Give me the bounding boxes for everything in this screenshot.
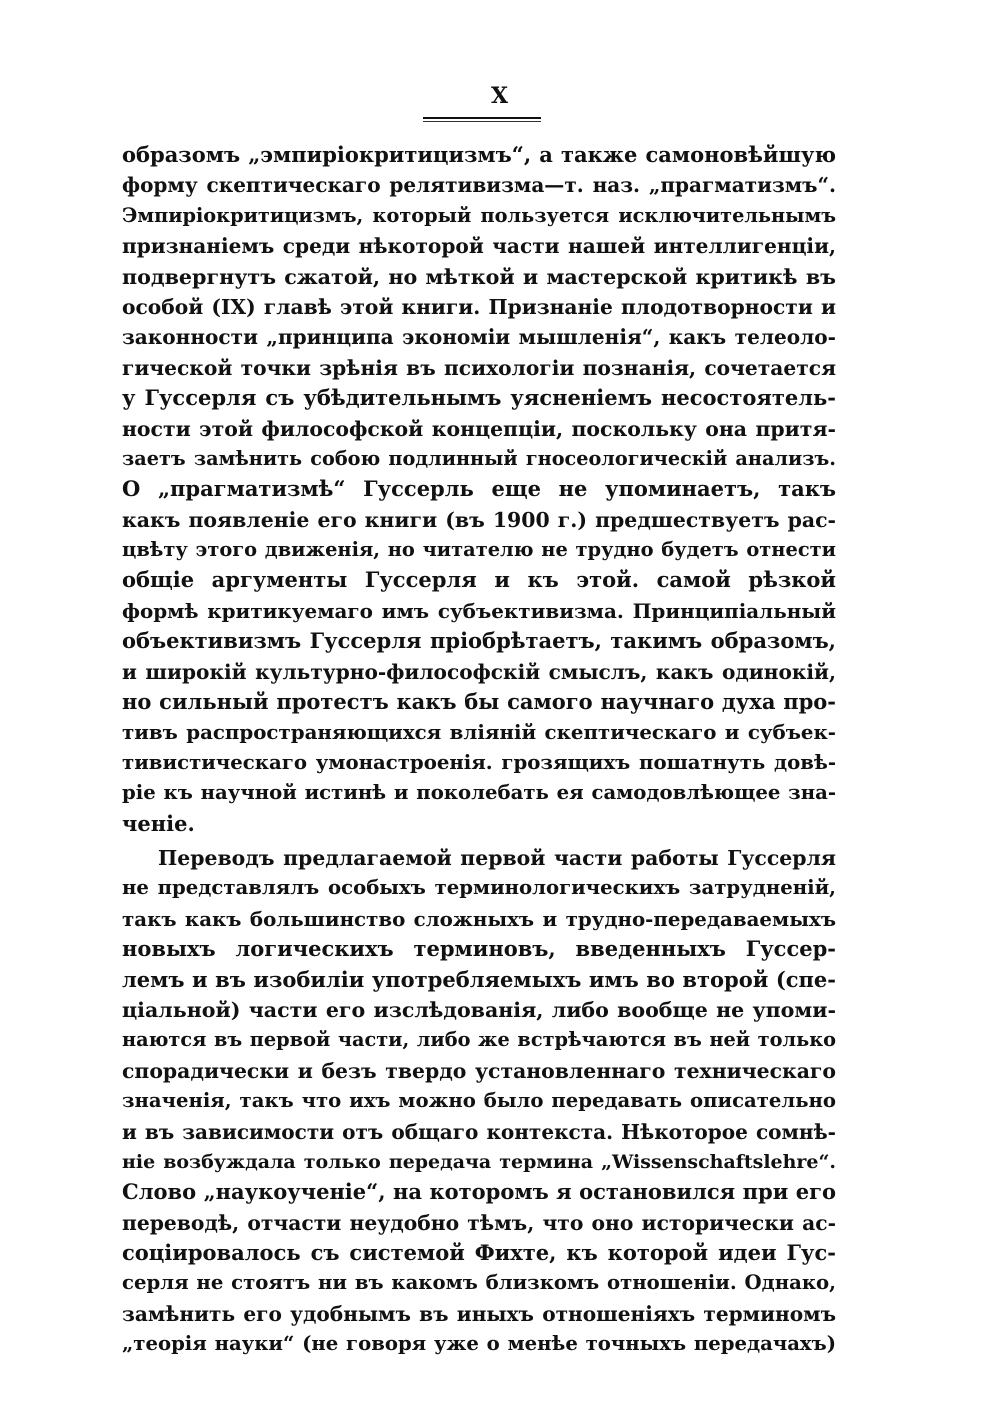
text-line: не представлялъ особыхъ терминологическихъ затрудненій, xyxy=(122,876,836,900)
text-line: значенія, такъ что ихъ можно было передавать описательно xyxy=(122,1089,836,1113)
text-line: гической точки зрѣнія въ психологіи познанія, сочетается xyxy=(122,355,836,380)
paragraph-1 xyxy=(122,140,836,839)
text-line-first: Переводъ предлагаемой первой части работы Гуссерля xyxy=(158,845,836,870)
page-header xyxy=(0,84,1000,108)
paragraph-2 xyxy=(122,843,836,1360)
text-line: тивъ распространяющихся вліяній скептическаго и субъек- xyxy=(122,720,836,745)
text-line: образомъ „эмпиріокритицизмъ“, а также самоновѣйшую xyxy=(122,142,836,167)
text-line: и въ зависимости отъ общаго контекста. Нѣкоторое сомнѣ- xyxy=(122,1119,836,1144)
page-number: X xyxy=(490,83,510,109)
text-line: Эмпиріокритицизмъ, который пользуется исключительнымъ xyxy=(122,203,836,227)
text-line: серля не стоятъ ни въ какомъ близкомъ отношеніи. Однако, xyxy=(122,1271,836,1295)
text-line: наются въ первой части, либо же встрѣчаются въ ней только xyxy=(122,1028,836,1052)
text-line: но сильный протестъ какъ бы самого научнаго духа про- xyxy=(122,689,836,715)
header-rule-thin xyxy=(423,121,541,122)
text-line: ности этой философской концепціи, поскольку она притя- xyxy=(122,416,836,441)
text-line: ніе возбуждала только передача термина „Wissenschaftslehre“. xyxy=(122,1150,836,1173)
text-line: лемъ и въ изобиліи употребляемыхъ имъ во второй (спе- xyxy=(122,966,836,992)
text-line: общіе аргументы Гуссерля и къ этой. самой рѣзкой xyxy=(122,567,836,593)
text-line: особой (IX) главѣ этой книги. Признаніе плодотворности и xyxy=(122,294,836,319)
text-line: формѣ критикуемаго имъ субъективизма. Принципіальный xyxy=(122,598,836,623)
text-line: спорадически и безъ твердо установленнаго техническаго xyxy=(122,1058,836,1083)
text-line: переводѣ, отчасти неудобно тѣмъ, что оно исторически ас- xyxy=(122,1210,836,1235)
text-line: какъ появленіе его книги (въ 1900 г.) предшествуетъ рас- xyxy=(122,507,836,532)
text-line: новыхъ логическихъ терминовъ, введенныхъ Гуссер- xyxy=(122,936,836,962)
text-line: подвергнутъ сжатой, но мѣткой и мастерской критикѣ въ xyxy=(122,264,836,289)
header-rule xyxy=(423,117,541,119)
text-line: соціировалось съ системой Фихте, къ которой идеи Гус- xyxy=(122,1240,836,1266)
text-line: признаніемъ среди нѣкоторой части нашей интеллигенціи, xyxy=(122,234,836,259)
text-line: „теорія науки“ (не говоря уже о менѣе точныхъ передачахъ) xyxy=(122,1332,836,1356)
text-line: и широкій культурно-философскій смыслъ, какъ одинокій, xyxy=(122,659,836,684)
text-line: Слово „наукоученіе“, на которомъ я остановился при его xyxy=(122,1179,836,1205)
body-text xyxy=(122,140,836,1360)
text-line-last: ченіе. xyxy=(122,810,195,836)
text-line: ціальной) части его изслѣдованія, либо вообще не упоми- xyxy=(122,997,836,1022)
text-line: замѣнить его удобнымъ въ иныхъ отношеніяхъ терминомъ xyxy=(122,1301,836,1326)
text-line: цвѣту этого движенія, но читателю не трудно будетъ отнести xyxy=(122,538,836,562)
text-line: тивистическаго умонастроенія. грозящихъ пошатнуть довѣ- xyxy=(122,750,836,774)
text-line: форму скептическаго релятивизма—т. наз. „прагматизмъ“. xyxy=(122,173,836,198)
text-line: такъ какъ большинство сложныхъ и трудно-передаваемыхъ xyxy=(122,906,836,931)
text-line: у Гуссерля съ убѣдительнымъ уясненіемъ несостоятель- xyxy=(122,385,836,411)
text-line: О „прагматизмѣ“ Гуссерль еще не упоминаетъ, такъ xyxy=(122,476,836,502)
text-line: ріе къ научной истинѣ и поколебать ея самодовлѣющее зна- xyxy=(122,781,836,805)
text-line: объективизмъ Гуссерля пріобрѣтаетъ, такимъ образомъ, xyxy=(122,628,836,654)
text-line: законности „принципа экономіи мышленія“, какъ телеоло- xyxy=(122,325,836,350)
text-line: заетъ замѣнить собою подлинный гносеологическій анализъ. xyxy=(122,446,836,470)
